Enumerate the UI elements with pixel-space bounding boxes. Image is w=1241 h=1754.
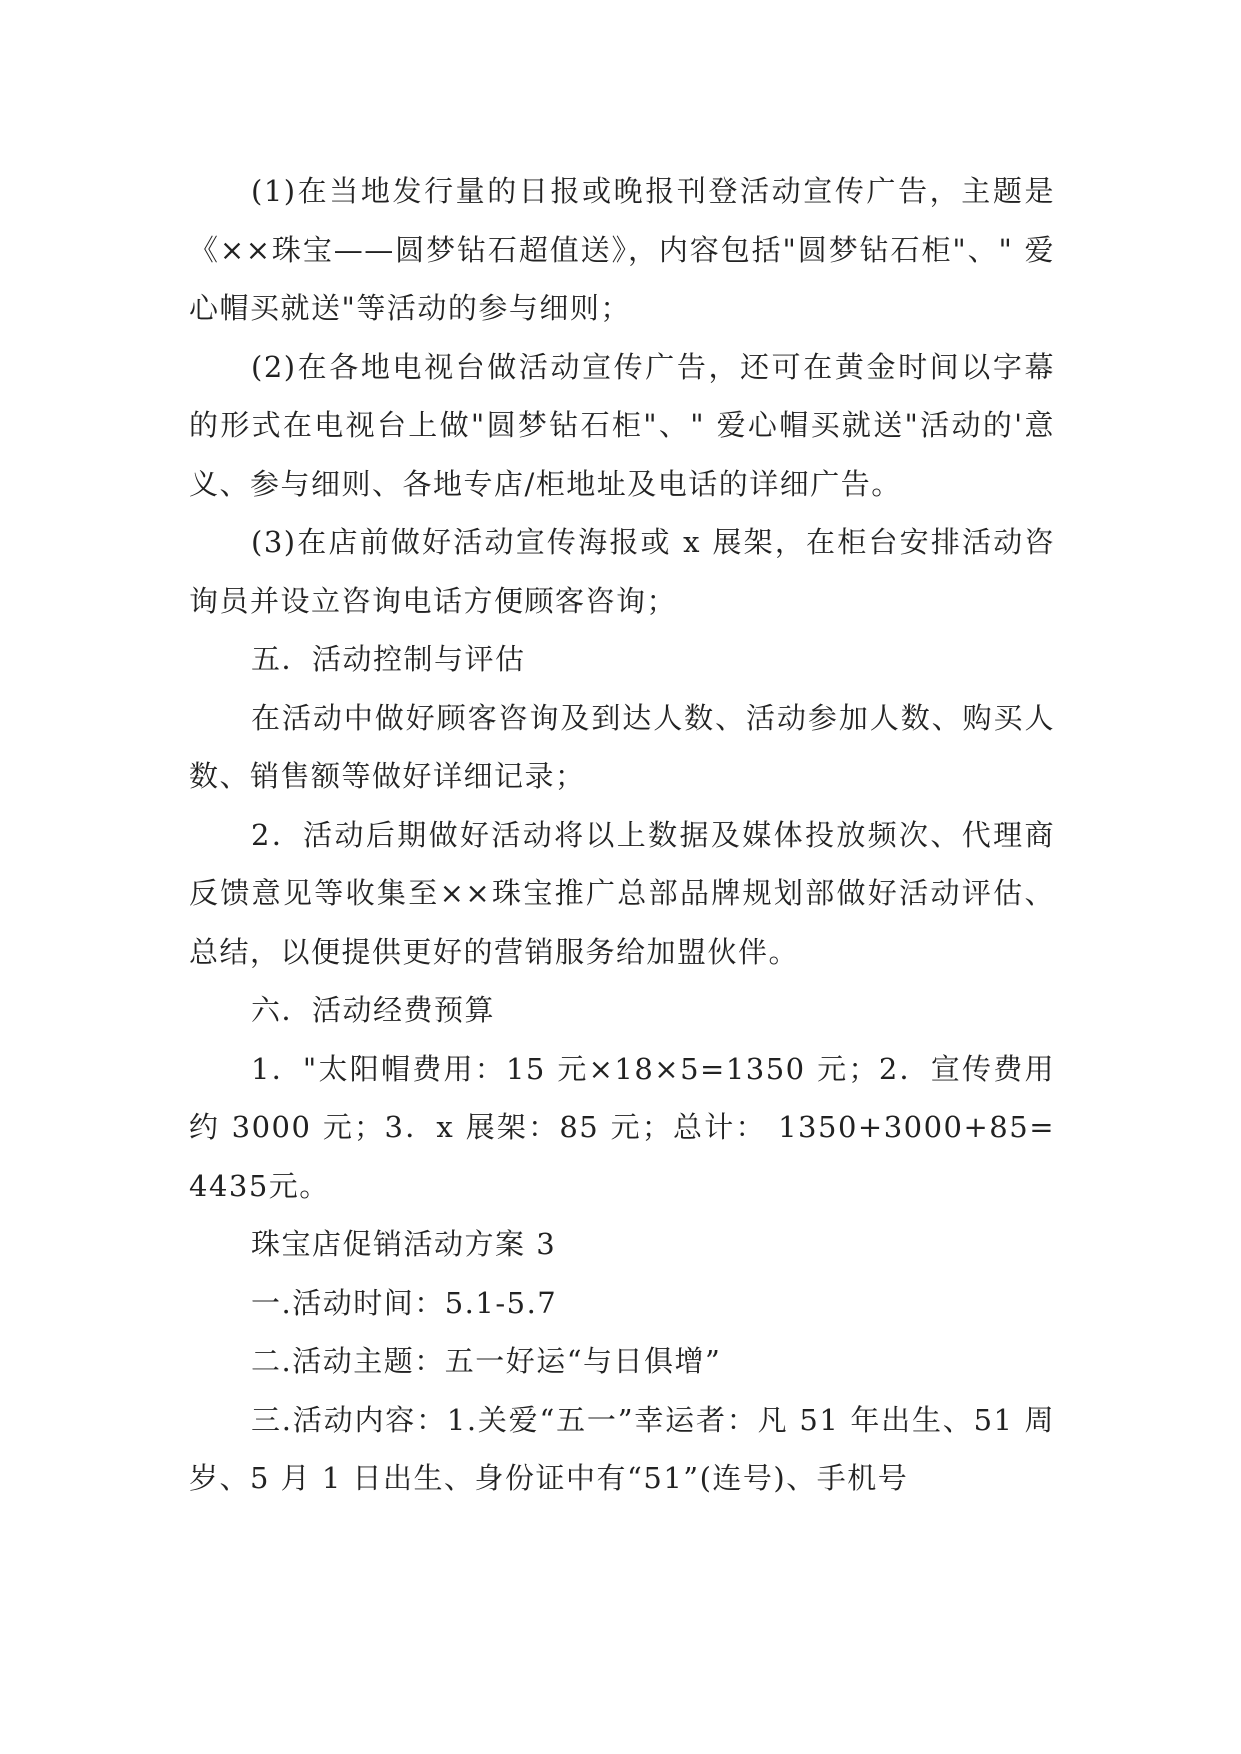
paragraph-activity-content: 三.活动内容：1.关爱“五一”幸运者：凡 51 年出生、51 周岁、5 月 1 日出生、身份证中有“51”(连号)、手机号 bbox=[189, 1402, 1055, 1495]
paragraph-record-keeping: 在活动中做好顾客咨询及到达人数、活动参加人数、购买人数、销售额等做好详细记录； bbox=[189, 700, 1055, 793]
paragraph-newspaper-ad: (1)在当地发行量的日报或晚报刊登活动宣传广告，主题是《××珠宝——圆梦钻石超值送》，内容包括"圆梦钻石柜"、" 爱心帽买就送"等活动的参与细则； bbox=[189, 174, 1055, 325]
paragraph-tv-ad: (2)在各地电视台做活动宣传广告，还可在黄金时间以字幕的形式在电视台上做"圆梦钻石柜"、" 爱心帽买就送"活动的'意义、参与细则、各地专店/柜地址及电话的详细广告。 bbox=[189, 349, 1055, 501]
paragraph-activity-time: 一.活动时间：5.1-5.7 bbox=[251, 1285, 558, 1320]
document-body bbox=[189, 162, 1055, 1508]
paragraph-post-activity-evaluation: 2．活动后期做好活动将以上数据及媒体投放频次、代理商反馈意见等收集至××珠宝推广总部品牌规划部做好活动评估、总结，以便提供更好的营销服务给加盟伙伴。 bbox=[189, 817, 1055, 969]
paragraph-budget-details: 1．"太阳帽费用：15 元×18×5=1350 元；2．宣传费用约 3000 元；3．x 展架：85 元；总计： 1350+3000+85=4435元。 bbox=[189, 1051, 1055, 1203]
paragraph-store-poster: (3)在店前做好活动宣传海报或 x 展架，在柜台安排活动咨询员并设立咨询电话方便顾客咨询； bbox=[189, 525, 1055, 618]
plan-title: 珠宝店促销活动方案 3 bbox=[251, 1227, 557, 1261]
paragraph-activity-theme: 二.活动主题：五一好运“与日俱增” bbox=[251, 1344, 722, 1378]
section-heading-budget: 六．活动经费预算 bbox=[251, 993, 496, 1027]
section-heading-control-evaluation: 五．活动控制与评估 bbox=[251, 642, 526, 676]
